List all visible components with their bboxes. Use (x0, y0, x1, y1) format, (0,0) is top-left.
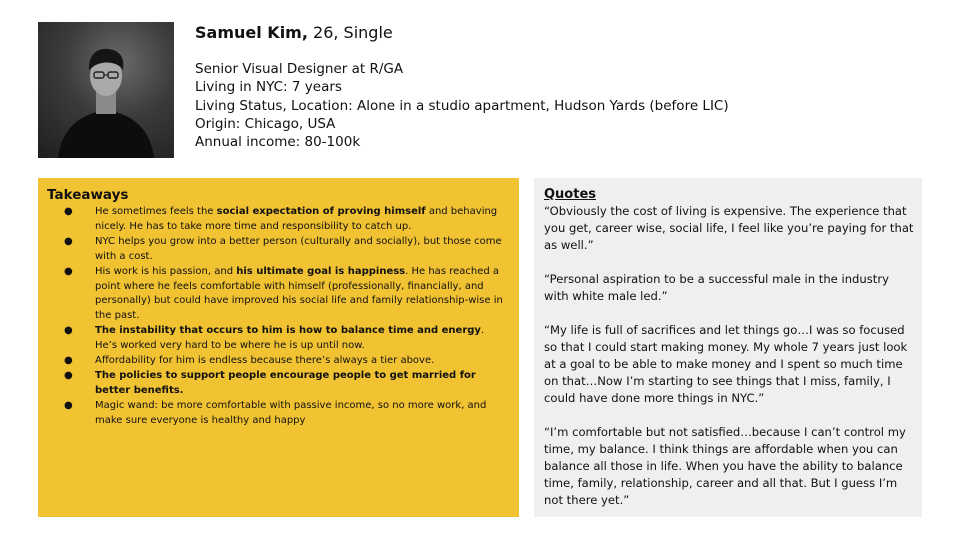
takeaways-title: Takeaways (47, 187, 129, 203)
quotes-title: Quotes (544, 187, 597, 202)
profile-origin: Origin: Chicago, USA (195, 115, 336, 132)
quotes-panel (534, 178, 922, 517)
bullet-icon: ● (64, 325, 73, 337)
profile-living-status: Living Status, Location: Alone in a studio apartment, Hudson Yards (before LIC) (195, 97, 729, 114)
bullet-icon: ● (64, 355, 73, 367)
bullet-icon: ● (64, 235, 73, 247)
takeaway-emphasis: The policies to support people encourage people to get married for better benefits. (95, 369, 476, 396)
takeaway-emphasis: social expectation of proving himself (216, 206, 426, 217)
bullet-icon: ● (64, 265, 73, 277)
profile-occupation: Senior Visual Designer at R/GA (195, 61, 404, 77)
takeaway-text: . He’s worked very hard to be where he is up until now. (95, 325, 485, 352)
takeaway-emphasis: The instability that occurs to him is how to balance time and energy (95, 325, 481, 337)
takeaway-item (47, 205, 509, 235)
quote-item: “My life is full of sacrifices and let things go…I was so focused so that I could start making money. My whole 7 years just look at a goal to be able to make money and I spent so much time on that…Now I’m starting to see things that I miss, family, I could have done more things in NYC.” (544, 323, 908, 405)
takeaway-text: His work is his passion, and (95, 265, 237, 277)
profile-years-in-nyc: Living in NYC: 7 years (195, 79, 342, 96)
profile-photo (38, 22, 174, 158)
takeaway-item (47, 235, 509, 265)
takeaway-item (47, 265, 509, 325)
takeaways-list (47, 205, 509, 429)
profile-name-line (195, 22, 935, 44)
quote-item: “I’m comfortable but not satisfied…because I can’t control my time, my balance. I think things are affordable when you can balance all those in life. When you have the ability to balance time, family, relationship, career and all that. But I guess I’m not there yet.” (544, 425, 906, 507)
takeaway-text: He sometimes feels the (95, 206, 217, 217)
quote-item: “Personal aspiration to be a successful male in the industry with white male led.” (544, 272, 889, 303)
takeaway-emphasis: his ultimate goal is happiness (236, 265, 406, 277)
person-portrait-icon (38, 22, 174, 158)
takeaway-text: NYC helps you grow into a better person (culturally and socially), but those come with a cost. (95, 235, 502, 262)
quote-item: “Obviously the cost of living is expensive. The experience that you get, career wise, social life, I feel like you’re paying for that as well.” (544, 204, 914, 252)
takeaway-text: Magic wand: be more comfortable with passive income, so no more work, and make sure everyone is healthy and happy (95, 399, 487, 426)
takeaway-text: . He has reached a point where he feels comfortable with himself (professionally, financially, and personally) but could have improved his social life and family relationship-wise in the past. (95, 265, 503, 322)
takeaway-item (47, 399, 509, 429)
takeaway-item (47, 369, 509, 399)
profile-income: Annual income: 80-100k (195, 134, 361, 151)
profile-header (195, 22, 935, 151)
takeaways-panel (38, 178, 519, 517)
profile-age-status: 26, Single (307, 23, 393, 42)
profile-name: Samuel Kim, (195, 23, 308, 42)
takeaway-text: Affordability for him is endless because there’s always a tier above. (95, 355, 435, 367)
bullet-icon: ● (64, 399, 73, 411)
bullet-icon: ● (64, 369, 73, 381)
takeaway-item (47, 354, 509, 369)
takeaway-text: and behaving nicely. He has to take more time and responsibility to catch up. (95, 206, 498, 232)
takeaway-item (47, 324, 509, 354)
bullet-icon: ● (64, 206, 73, 217)
